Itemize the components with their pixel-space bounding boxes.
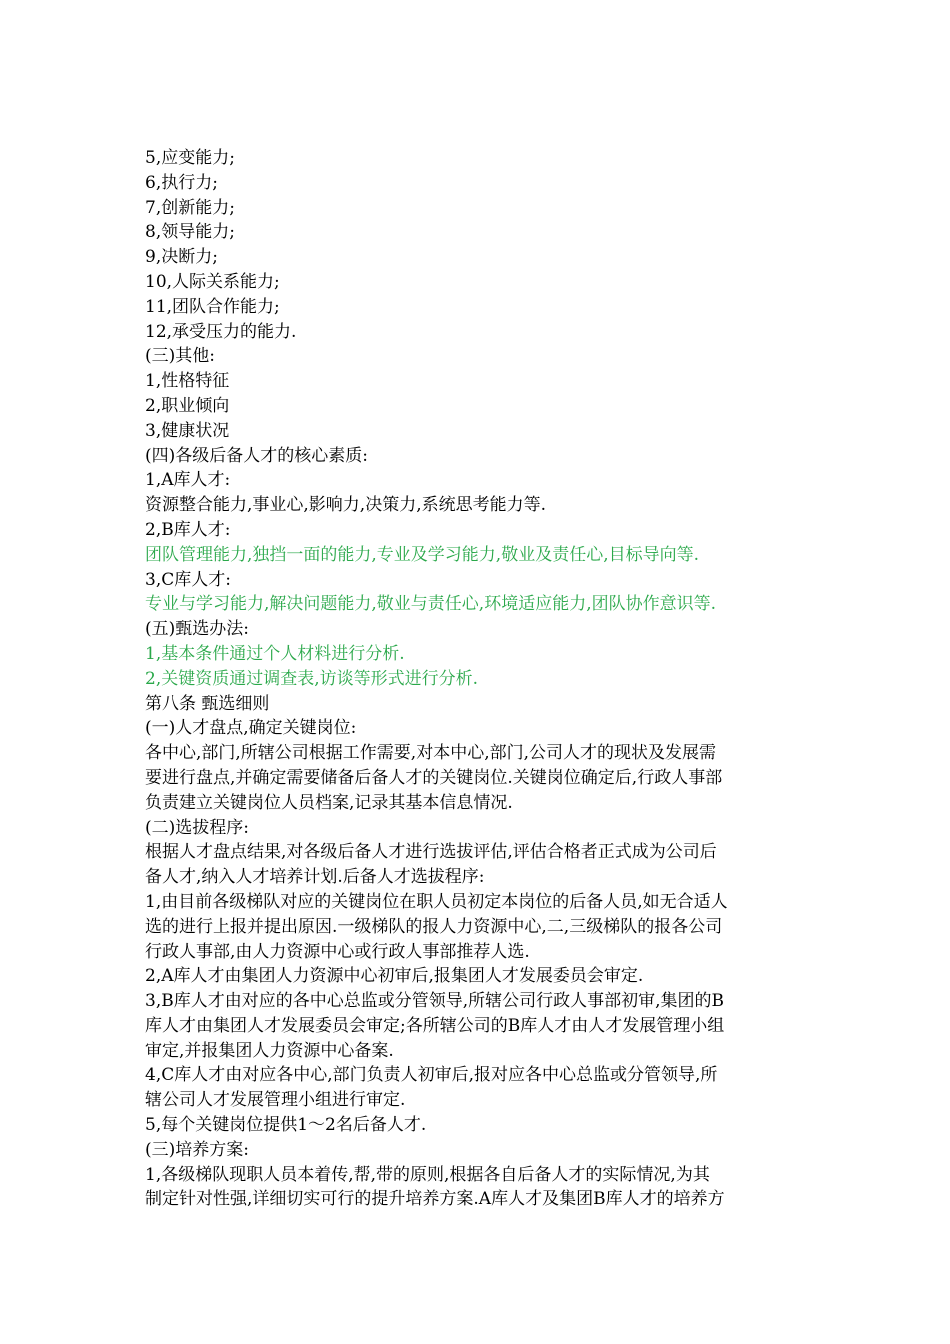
text-line: 4,C库人才由对应各中心,部门负责人初审后,报对应各中心总监或分管领导,所: [145, 1065, 718, 1086]
text-line: (一)人才盘点,确定关键岗位:: [145, 718, 357, 739]
text-line: 2,B库人才:: [145, 519, 231, 540]
text-line: 3,C库人才:: [145, 569, 231, 590]
text-line: 7,创新能力;: [145, 197, 235, 218]
text-line: 备人才,纳入人才培养计划.后备人才选拔程序:: [145, 867, 485, 888]
text-line: (五)甄选办法:: [145, 619, 249, 640]
highlighted-text-line: 1,基本条件通过个人材料进行分析.: [145, 643, 405, 664]
text-line: 1,各级梯队现职人员本着传,帮,带的原则,根据各自后备人才的实际情况,为其: [145, 1164, 710, 1185]
text-line: 1,A库人才:: [145, 470, 231, 491]
text-line: 根据人才盘点结果,对各级后备人才进行选拔评估,评估合格者正式成为公司后: [145, 842, 717, 863]
text-line: 1,性格特征: [145, 371, 230, 392]
text-line: 2,职业倾向: [145, 395, 230, 416]
text-line: 负责建立关键岗位人员档案,记录其基本信息情况.: [145, 792, 513, 813]
text-line: 8,领导能力;: [145, 222, 235, 243]
text-line: 10,人际关系能力;: [145, 271, 280, 292]
text-line: (四)各级后备人才的核心素质:: [145, 445, 368, 466]
highlighted-text-line: 专业与学习能力,解决问题能力,敬业与责任心,环境适应能力,团队协作意识等.: [145, 594, 717, 615]
text-line: 5,每个关键岗位提供1～2名后备人才.: [145, 1115, 427, 1136]
text-line: 要进行盘点,并确定需要储备后备人才的关键岗位.关键岗位确定后,行政人事部: [145, 767, 723, 788]
text-line: 制定针对性强,详细切实可行的提升培养方案.A库人才及集团B库人才的培养方: [145, 1189, 725, 1210]
highlighted-text-line: 团队管理能力,独挡一面的能力,专业及学习能力,敬业及责任心,目标导向等.: [145, 544, 700, 565]
text-line: 资源整合能力,事业心,影响力,决策力,系统思考能力等.: [145, 495, 547, 516]
text-line: 6,执行力;: [145, 172, 218, 193]
text-line: (三)其他:: [145, 346, 215, 367]
text-line: 3,B库人才由对应的各中心总监或分管领导,所辖公司行政人事部初审,集团的B: [145, 991, 725, 1012]
text-line: 库人才由集团人才发展委员会审定;各所辖公司的B库人才由人才发展管理小组: [145, 1015, 725, 1036]
text-line: 各中心,部门,所辖公司根据工作需要,对本中心,部门,公司人才的现状及发展需: [145, 743, 717, 764]
text-line: 12,承受压力的能力.: [145, 321, 297, 342]
text-line: 行政人事部,由人力资源中心或行政人事部推荐人选.: [145, 941, 530, 962]
text-line: (二)选拔程序:: [145, 817, 249, 838]
text-line: 第八条 甄选细则: [145, 693, 270, 714]
text-line: 审定,并报集团人力资源中心备案.: [145, 1040, 394, 1061]
text-line: 选的进行上报并提出原因.一级梯队的报人力资源中心,二,三级梯队的报各公司: [145, 916, 723, 937]
text-line: 9,决断力;: [145, 247, 218, 268]
text-line: 1,由目前各级梯队对应的关键岗位在职人员初定本岗位的后备人员,如无合适人: [145, 891, 728, 912]
text-line: 11,团队合作能力;: [145, 296, 280, 317]
text-line: 5,应变能力;: [145, 148, 235, 168]
highlighted-text-line: 2,关键资质通过调查表,访谈等形式进行分析.: [145, 668, 479, 689]
text-line: 2,A库人才由集团人力资源中心初审后,报集团人才发展委员会审定.: [145, 966, 644, 987]
text-line: (三)培养方案:: [145, 1139, 249, 1160]
text-line: 3,健康状况: [145, 420, 230, 441]
text-line: 辖公司人才发展管理小组进行审定.: [145, 1090, 406, 1111]
document-body: [145, 146, 825, 1212]
